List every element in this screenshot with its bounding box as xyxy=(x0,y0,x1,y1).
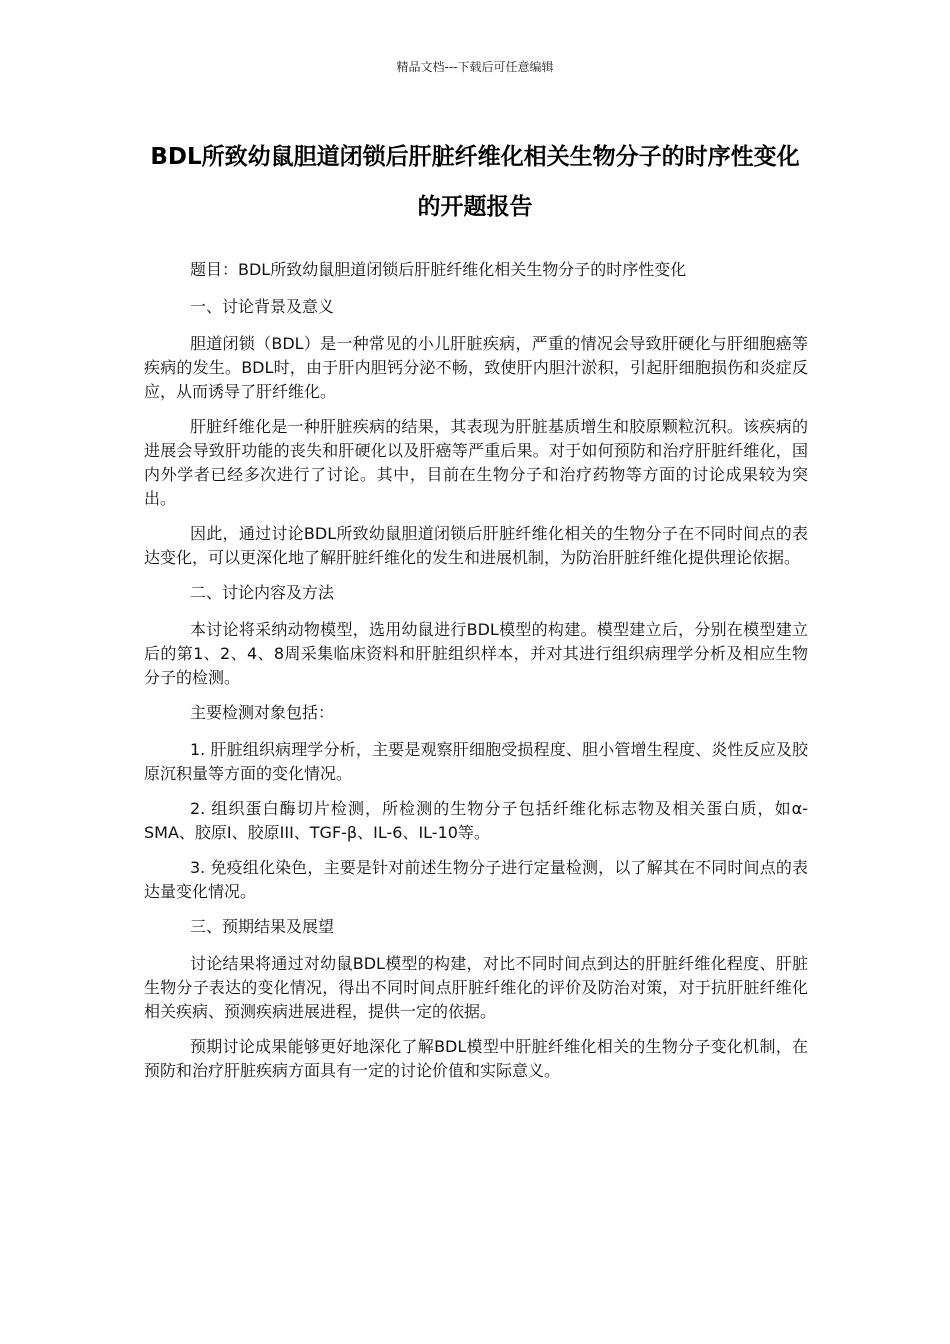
section-heading-methods: 二、讨论内容及方法 xyxy=(190,583,335,602)
section-heading-expectations: 三、预期结果及展望 xyxy=(190,917,335,936)
body-paragraph: 预期讨论成果能够更好地深化了解BDL模型中肝脏纤维化相关的生物分子变化机制，在预防和治疗肝脏疾病方面具有一定的讨论价值和实际意义。 xyxy=(144,1037,808,1080)
body-paragraph: 因此，通过讨论BDL所致幼鼠胆道闭锁后肝脏纤维化相关的生物分子在不同时间点的表达变化，可以更深化地了解肝脏纤维化的发生和进展机制，为防治肝脏纤维化提供理论依据。 xyxy=(144,524,808,567)
detection-targets-label: 主要检测对象包括： xyxy=(190,703,335,722)
list-item: 1. 肝脏组织病理学分析，主要是观察肝细胞受损程度、胆小管增生程度、炎性反应及胶原沉积量等方面的变化情况。 xyxy=(144,740,808,783)
page-header-note: 精品文档---下载后可任意编辑 xyxy=(396,60,554,74)
list-item: 3. 免疫组化染色，主要是针对前述生物分子进行定量检测，以了解其在不同时间点的表达量变化情况。 xyxy=(144,858,808,901)
body-paragraph: 肝脏纤维化是一种肝脏疾病的结果，其表现为肝脏基质增生和胶原颗粒沉积。该疾病的进展会导致肝功能的丧失和肝硬化以及肝癌等严重后果。对于如何预防和治疗肝脏纤维化，国内外学者已经多次进行了讨论。其中，目前在生物分子和治疗药物等方面的讨论成果较为突出。 xyxy=(144,417,808,508)
body-paragraph: 胆道闭锁（BDL）是一种常见的小儿肝脏疾病，严重的情况会导致肝硬化与肝细胞癌等疾病的发生。BDL时，由于肝内胆钙分泌不畅，致使肝内胆汁淤积，引起肝细胞损伤和炎症反应，从而诱导了肝纤维化。 xyxy=(144,334,808,401)
document-body xyxy=(144,258,808,1094)
body-paragraph: 讨论结果将通过对幼鼠BDL模型的构建，对比不同时间点到达的肝脏纤维化程度、肝脏生物分子表达的变化情况，得出不同时间点肝脏纤维化的评价及防治对策，对于抗肝脏纤维化相关疾病、预测疾病进展进程，提供一定的依据。 xyxy=(144,954,808,1021)
topic-line: 题目：BDL所致幼鼠胆道闭锁后肝脏纤维化相关生物分子的时序性变化 xyxy=(190,260,687,279)
list-item: 2. 组织蛋白酶切片检测，所检测的生物分子包括纤维化标志物及相关蛋白质，如α-SMA、胶原I、胶原III、TGF-β、IL-6、IL-10等。 xyxy=(144,799,808,842)
document-title: BDL所致幼鼠胆道闭锁后肝脏纤维化相关生物分子的时序性变化的开题报告 xyxy=(150,144,800,220)
section-heading-background: 一、讨论背景及意义 xyxy=(190,297,335,316)
body-paragraph: 本讨论将采纳动物模型，选用幼鼠进行BDL模型的构建。模型建立后，分别在模型建立后的第1、2、4、8周采集临床资料和肝脏组织样本，并对其进行组织病理学分析及相应生物分子的检测。 xyxy=(144,620,808,687)
